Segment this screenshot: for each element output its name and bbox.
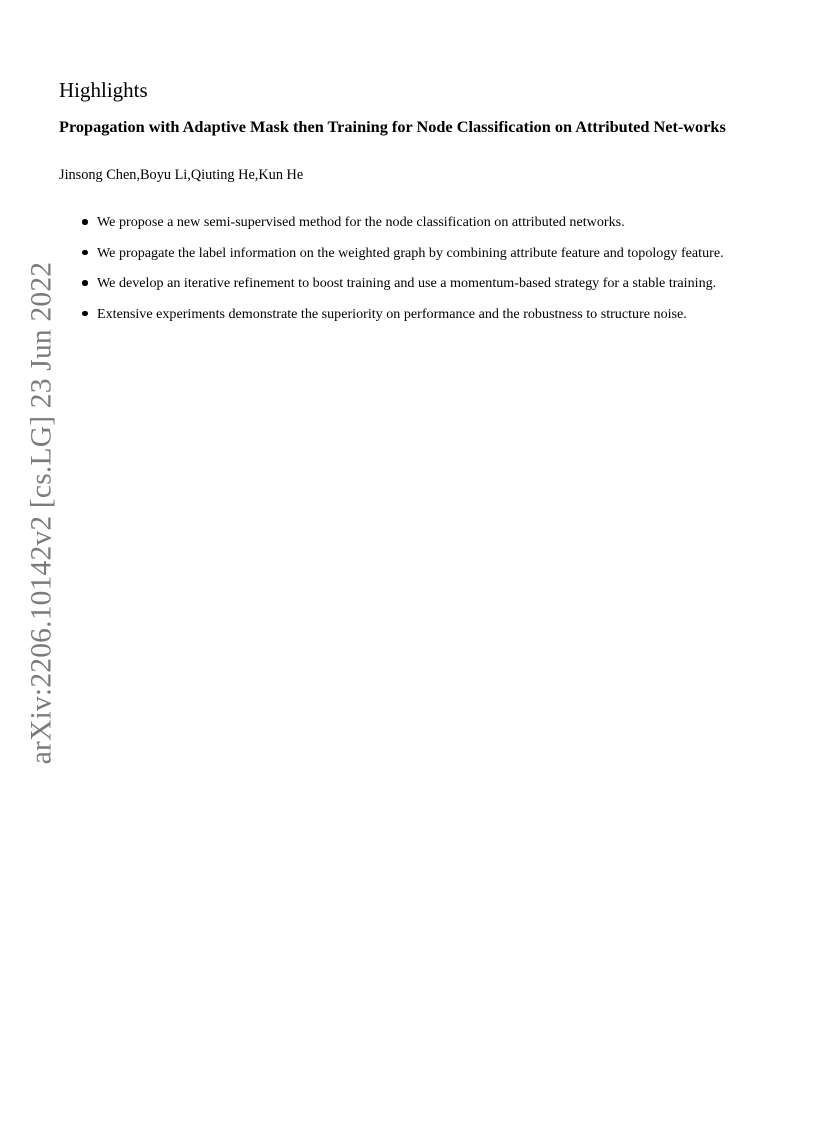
paper-title: Propagation with Adaptive Mask then Training for Node Classification on Attributed Net-works	[59, 117, 726, 136]
list-item	[79, 274, 799, 305]
list-item	[79, 305, 799, 336]
list-item	[79, 213, 799, 244]
list-item	[79, 244, 799, 275]
highlight-text: We propagate the label information on the weighted graph by combining attribute feature and topology feature.	[97, 244, 724, 261]
highlight-text: We propose a new semi-supervised method for the node classification on attributed networks.	[97, 214, 625, 230]
bullet-icon	[82, 250, 88, 256]
bullet-icon	[82, 311, 88, 317]
highlight-text: We develop an iterative refinement to boost training and use a momentum-based strategy for a stable training.	[97, 275, 717, 291]
highlights-list	[79, 213, 799, 335]
section-heading: Highlights	[59, 78, 148, 102]
author-list: Jinsong Chen,Boyu Li,Qiuting He,Kun He	[59, 167, 304, 183]
highlight-text: Extensive experiments demonstrate the superiority on performance and the robustness to structure noise.	[97, 305, 687, 322]
arxiv-identifier: arXiv:2206.10142v2 [cs.LG] 23 Jun 2022	[25, 261, 58, 764]
bullet-icon	[82, 219, 88, 225]
bullet-icon	[82, 280, 88, 286]
arxiv-side-stamp	[20, 245, 64, 780]
